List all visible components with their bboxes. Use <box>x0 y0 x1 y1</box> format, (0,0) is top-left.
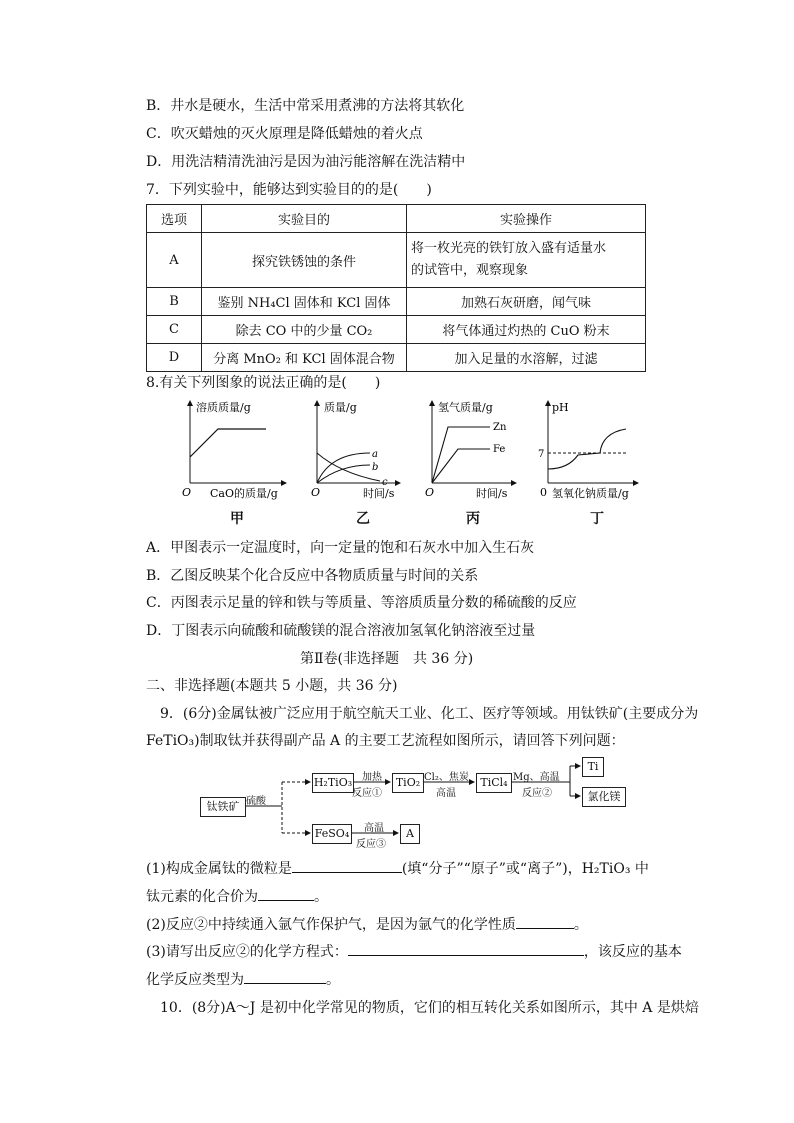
q7-table <box>146 204 646 372</box>
flow-h2tio3-box: H₂TiO₃ <box>312 773 354 793</box>
op-line: 将一枚光亮的铁钉放入盛有适量水 <box>411 241 607 256</box>
curve-label: b <box>372 462 379 473</box>
table-cell: 加入足量的水溶解，过滤 <box>407 344 646 372</box>
table-row <box>147 233 646 288</box>
q8-option-a: A．甲图表示一定温度时，向一定量的饱和石灰水中加入生石灰 <box>146 540 535 556</box>
table-header-row <box>147 205 646 233</box>
q9-part1-line2 <box>146 886 328 906</box>
axis-label: pH <box>552 401 569 414</box>
axis-label: 氢氧化钠质量/g <box>552 487 629 500</box>
flow-r2-label: 反应② <box>522 788 552 799</box>
q9-part3-text: 。 <box>326 972 340 988</box>
op-line: 的试管中，观察现象 <box>411 263 529 278</box>
flow-acid-label: 硫酸 <box>246 796 266 807</box>
flow-ticl4-box: TiCl₄ <box>476 773 512 793</box>
answer-blank[interactable] <box>244 969 326 984</box>
table-cell: 除去 CO 中的少量 CO₂ <box>202 316 407 344</box>
q8-stem: 8.有关下列图象的说法正确的是( ) <box>146 375 381 391</box>
origin-label: O <box>182 486 192 499</box>
q9-part1-text: 。 <box>314 889 328 905</box>
graph-jia <box>182 400 286 500</box>
curve-label: Zn <box>493 422 507 433</box>
curve-label: Fe <box>493 444 506 455</box>
q8-option-d: D．丁图表示向硫酸和硫酸镁的混合溶液加氢氧化钠溶液至过量 <box>146 623 536 639</box>
table-row <box>147 316 646 344</box>
graph-name-ding: 丁 <box>590 511 604 527</box>
axis-label: 时间/s <box>476 487 508 500</box>
origin-label: 0 <box>540 486 547 499</box>
table-cell: A <box>147 233 202 288</box>
axis-label: 质量/g <box>324 401 357 414</box>
q9-stem-2: FeTiO₃)制取钛并获得副产品 A 的主要工艺流程如图所示，请回答下列问题： <box>146 733 625 749</box>
axis-label: 时间/s <box>363 487 395 500</box>
q6-option-d: D．用洗洁精清洗油污是因为油污能溶解在洗洁精中 <box>146 154 466 170</box>
table-header: 选项 <box>147 205 202 233</box>
tick-label: 7 <box>538 449 545 460</box>
q9-part3-text: 化学反应类型为 <box>146 972 244 988</box>
q6-option-c: C．吹灭蜡烛的灭火原理是降低蜡烛的着火点 <box>146 126 423 142</box>
table-cell: B <box>147 288 202 316</box>
answer-blank[interactable] <box>516 914 574 929</box>
table-cell: 探究铁锈蚀的条件 <box>202 233 407 288</box>
origin-label: O <box>311 486 321 499</box>
flow-heat-label: 加热 <box>362 772 382 783</box>
q9-part3-text: ，该反应的基本 <box>583 944 682 960</box>
table-cell: 加熟石灰研磨，闻气味 <box>407 288 646 316</box>
flow-ore-box: 钛铁矿 <box>200 797 246 817</box>
q9-part2-text: (2)反应②中持续通入氩气作保护气，是因为氩气的化学性质 <box>146 917 516 933</box>
q7-stem: 7．下列实验中，能够达到实验目的的是( ) <box>146 182 432 198</box>
section-title: 第Ⅱ卷(非选择题 共 36 分) <box>300 651 474 667</box>
answer-blank[interactable] <box>292 858 402 873</box>
table-cell: C <box>147 316 202 344</box>
flow-hightemp2-label: 高温 <box>364 823 384 834</box>
flow-mg-label: Mg、高温 <box>513 772 560 783</box>
axis-label: 溶质质量/g <box>196 401 251 414</box>
q8-option-c: C．丙图表示足量的锌和铁与等质量、等溶质质量分数的稀硫酸的反应 <box>146 595 577 611</box>
table-cell <box>407 233 646 288</box>
table-cell: 鉴别 NH₄Cl 固体和 KCl 固体 <box>202 288 407 316</box>
graph-bing <box>425 400 516 500</box>
axis-label: 氢气质量/g <box>438 401 493 414</box>
q8-graphs <box>160 393 660 505</box>
flow-r1-label: 反应① <box>352 788 382 799</box>
flow-hightemp1-label: 高温 <box>436 788 456 799</box>
flow-ti-box: Ti <box>582 757 604 777</box>
curve-label: a <box>372 449 378 460</box>
flow-cl2coke-label: Cl₂、焦炭 <box>424 772 469 783</box>
q9-part3-text: (3)请写出反应②的化学方程式： <box>146 944 348 960</box>
q10-stem: 10．(8分)A～J 是初中化学常见的物质，它们的相互转化关系如图所示，其中 A 是烘焙 <box>160 1000 699 1016</box>
q9-part3-line2 <box>146 969 340 989</box>
graph-name-bing: 丙 <box>466 511 480 527</box>
graph-name-yi: 乙 <box>356 511 370 527</box>
q9-part1-text: (1)构成金属钛的微粒是 <box>146 861 292 877</box>
section-part: 二、非选择题(本题共 5 小题，共 36 分) <box>146 678 398 694</box>
flow-tio2-box: TiO₂ <box>392 773 424 793</box>
q6-option-b: B．井水是硬水，生活中常采用煮沸的方法将其软化 <box>146 98 465 114</box>
answer-blank[interactable] <box>258 886 314 901</box>
table-cell: 分离 MnO₂ 和 KCl 固体混合物 <box>202 344 407 372</box>
origin-label: O <box>425 486 435 499</box>
q9-stem-1: 9．(6分)金属钛被广泛应用于航空航天工业、化工、医疗等领域。用钛铁矿(主要成分为 <box>160 706 699 722</box>
flow-a-box: A <box>400 824 420 844</box>
graph-yi <box>311 400 400 500</box>
graph-name-jia: 甲 <box>230 511 244 527</box>
table-row <box>147 288 646 316</box>
table-cell: 将气体通过灼热的 CuO 粉末 <box>407 316 646 344</box>
table-cell: D <box>147 344 202 372</box>
table-row <box>147 344 646 372</box>
q8-option-b: B．乙图反映某个化合反应中各物质质量与时间的关系 <box>146 568 479 584</box>
flow-r3-label: 反应③ <box>356 839 386 850</box>
axis-label: CaO的质量/g <box>210 487 278 500</box>
q9-part1-text: 钛元素的化合价为 <box>146 889 258 905</box>
answer-blank[interactable] <box>348 941 584 956</box>
q9-part1-text: (填“分子”“原子”或“离子”)，H₂TiO₃ 中 <box>401 861 649 877</box>
q9-part2 <box>146 914 588 934</box>
flow-feso4-box: FeSO₄ <box>312 824 352 844</box>
q9-part2-text: 。 <box>573 917 588 933</box>
table-header: 实验操作 <box>407 205 646 233</box>
q9-part1-line1 <box>146 858 649 878</box>
table-header: 实验目的 <box>202 205 407 233</box>
q9-part3-line1 <box>146 941 682 961</box>
flow-mgcl2-box: 氯化镁 <box>582 787 626 807</box>
graph-ding <box>538 401 638 500</box>
curve-label: c <box>382 477 388 488</box>
